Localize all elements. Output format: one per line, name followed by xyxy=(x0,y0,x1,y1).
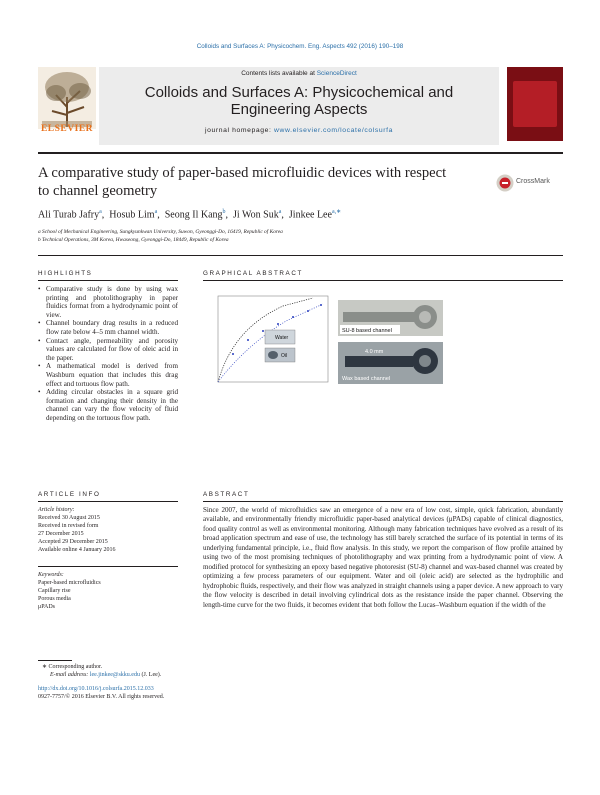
highlight-item: • Comparative study is done by using wax printing and photolithography in paper fluidics format from a hydrodynamic point of view. xyxy=(38,285,178,319)
author-affil-mark: b xyxy=(222,209,226,215)
corresponding-author-note: ∗ Corresponding author. xyxy=(42,664,103,670)
author-list: Ali Turab Jafry$^a$, Hosub Lim$^a$, Seong Il Kang$^b$, Ji Won Suk$^a$, Jinkee Lee$^{a,∗}$ xyxy=(38,209,342,221)
contents-prefix: Contents lists available at xyxy=(241,70,317,77)
journal-title-line-2: Engineering Aspects xyxy=(230,101,368,118)
email-suffix: (J. Lee). xyxy=(139,672,162,678)
label-su8: SU-8 based channel xyxy=(342,328,392,334)
graphical-abstract-heading: GRAPHICAL ABSTRACT xyxy=(203,270,303,277)
history-item: Received in revised form xyxy=(38,523,99,529)
abstract-rule xyxy=(203,501,563,502)
highlight-item: • Contact angle, permeability and porosity values are calculated for flow of oleic acid in the paper. xyxy=(38,337,178,363)
label-wax: Wax based channel xyxy=(342,376,391,382)
article-info-rule xyxy=(38,501,178,502)
crossmark-icon xyxy=(496,174,514,192)
keywords-label: Keywords: xyxy=(38,572,64,578)
plot-inset-water xyxy=(265,330,295,344)
author-name[interactable]: Hosub Lim xyxy=(109,209,155,221)
article-info-heading: ARTICLE INFO xyxy=(38,491,101,498)
history-item: Available online 4 January 2016 xyxy=(38,547,116,553)
keyword: μPADs xyxy=(38,604,56,610)
history-item: Accepted 29 December 2015 xyxy=(38,539,108,545)
highlights-list xyxy=(38,285,178,423)
abstract-heading: ABSTRACT xyxy=(203,491,250,498)
doi-link[interactable]: http://dx.doi.org/10.1016/j.colsurfa.2015.12.033 xyxy=(38,686,154,692)
keywords-rule xyxy=(38,566,178,567)
keyword: Paper-based microfluidics xyxy=(38,580,101,586)
journal-homepage xyxy=(99,127,499,134)
affiliation: a School of Mechanical Engineering, Sungkyunkwan University, Suwon, Gyeonggi-Do, 16419, Republic of Korea xyxy=(38,229,283,235)
highlight-item: • A mathematical model is derived from Washburn equation that includes this drag effect and tortuous flow path. xyxy=(38,362,178,388)
legend-water: Water xyxy=(275,335,289,341)
keyword: Capillary rise xyxy=(38,588,71,594)
article-title xyxy=(38,164,458,200)
journal-title-line-1: Colloids and Surfaces A: Physicochemical and xyxy=(144,84,454,101)
graphical-abstract-rule xyxy=(203,280,563,281)
crossmark-badge[interactable] xyxy=(496,172,558,194)
section-rule xyxy=(38,255,563,256)
homepage-link[interactable]: www.elsevier.com/locate/colsurfa xyxy=(274,127,393,134)
keyword: Porous media xyxy=(38,596,71,602)
plot-inset-oil xyxy=(265,348,295,362)
footnote-rule xyxy=(38,660,72,661)
history-item: 27 December 2015 xyxy=(38,531,84,537)
header-rule xyxy=(38,152,563,154)
author-affil-mark: a,∗ xyxy=(331,209,342,215)
graphical-abstract-figure xyxy=(203,292,563,387)
history-item: Received 30 August 2015 xyxy=(38,515,100,521)
title-line-2: to channel geometry xyxy=(38,183,158,199)
email-label: E-mail address: xyxy=(50,672,90,678)
sciencedirect-link[interactable]: ScienceDirect xyxy=(316,70,357,77)
legend-oil: Oil xyxy=(281,353,288,359)
journal-citation[interactable]: Colloids and Surfaces A: Physicochem. Eng. Aspects 492 (2016) 190–198 xyxy=(196,43,404,50)
homepage-prefix: journal homepage: xyxy=(205,127,275,134)
author-name[interactable]: Ji Won Suk xyxy=(233,209,279,221)
highlight-item: • Adding circular obstacles in a square grid formation and changing their density in the channel can vary the flow velocity of fluid depending on the tortuous flow path. xyxy=(38,388,178,422)
elsevier-tree-logo-icon xyxy=(38,67,96,129)
journal-cover-image xyxy=(507,67,563,141)
author-affil-mark: a xyxy=(278,209,282,215)
publisher-name: ELSEVIER xyxy=(40,124,94,134)
affiliation: b Technical Operations, 3M Korea, Hwaseong, Gyeonggi-Do, 18449, Republic of Korea xyxy=(38,237,229,243)
label-width: 4.0 mm xyxy=(365,349,384,355)
highlights-heading: HIGHLIGHTS xyxy=(38,270,93,277)
highlight-item: • Channel boundary drag results in a reduced flow rate below 4–5 mm channel width. xyxy=(38,319,178,336)
author-name[interactable]: Jinkee Lee xyxy=(288,209,332,221)
copyright-line: 0927-7757/© 2016 Elsevier B.V. All rights reserved. xyxy=(38,694,165,700)
crossmark-label: CrossMark xyxy=(516,178,550,185)
author-name[interactable]: Ali Turab Jafry xyxy=(38,209,100,221)
email-link[interactable]: lee.jinkee@skku.edu xyxy=(89,672,140,678)
contents-line xyxy=(99,70,499,77)
author-name[interactable]: Seong Il Kang xyxy=(164,209,223,221)
title-line-1: A comparative study of paper-based microfluidic devices with respect xyxy=(38,165,447,181)
highlights-rule xyxy=(38,280,178,281)
email-line xyxy=(50,672,161,679)
author-affil-mark: a xyxy=(99,209,102,215)
history-label: Article history: xyxy=(38,507,75,513)
abstract-text: Since 2007, the world of microfluidics saw an emergence of a new era of low cost, simple, quick fabrication, abundantly available, and environmentally friendly microfluidic paper-based analytical devices (μPADs) capable of clinical diagnostics, food quality control as well as environmental monitoring. Although many fabrication techniques have evolved as a result of its broad application spectrum and ease of use, the technology has still barely scratched the surface of its potential in terms of its underlying fundamental principle, i.e., fluid flow analysis. In this study, we report the comparison of flow profile attained by using two of the most promising techniques of photolithography and wax printing from a hydrodynamic point of view. A modified protocol for synthesizing an epoxy based negative photoresist (SU-8) channel and wax-based channel was created by optimizing a few process parameters of our equipment. Water and oil (oleic acid) are selected as the hydrophilic and hydrophobic fluids, respectively, and their flow was analyzed in straight channels using a paper device. A new approach to vary the flow velocity is described in detail involving cylindrical dots as the resistance inside the paper channel. Observing the length-time curve for the two fluids, it becomes evident that both follow the Lucas–Washburn equation if the width of the xyxy=(203,506,563,609)
author-affil-mark: a xyxy=(154,209,158,215)
journal-title xyxy=(99,84,499,118)
